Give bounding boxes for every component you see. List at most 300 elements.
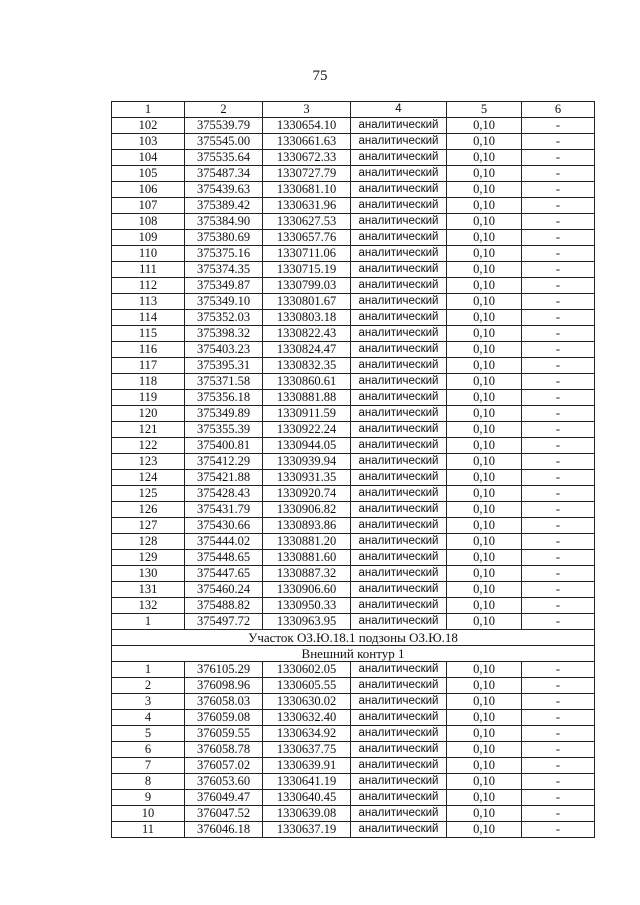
y-coordinate-cell: 3 [263,102,351,118]
x-coordinate-cell: 376047.52 [185,806,263,822]
point-number-cell: 131 [112,582,185,598]
x-coordinate-cell: 375371.58 [185,374,263,390]
accuracy-cell: 0,10 [447,806,522,822]
x-coordinate-cell: 375412.29 [185,454,263,470]
note-cell: - [522,438,595,454]
point-number-cell: 115 [112,326,185,342]
accuracy-cell: 0,10 [447,406,522,422]
accuracy-cell: 0,10 [447,550,522,566]
x-coordinate-cell: 375447.65 [185,566,263,582]
x-coordinate-cell: 376105.29 [185,662,263,678]
x-coordinate-cell: 375355.39 [185,422,263,438]
accuracy-cell: 0,10 [447,614,522,630]
table-row [112,438,595,454]
note-cell: - [522,518,595,534]
point-number-cell: 109 [112,230,185,246]
point-number-cell: 113 [112,294,185,310]
point-number-cell: 127 [112,518,185,534]
accuracy-cell: 0,10 [447,678,522,694]
method-cell: аналитический [351,470,447,486]
point-number-cell: 121 [112,422,185,438]
x-coordinate-cell: 376058.78 [185,742,263,758]
y-coordinate-cell: 1330803.18 [263,310,351,326]
x-coordinate-cell: 376053.60 [185,774,263,790]
accuracy-cell: 0,10 [447,566,522,582]
method-cell: аналитический [351,278,447,294]
x-coordinate-cell: 375395.31 [185,358,263,374]
y-coordinate-cell: 1330881.60 [263,550,351,566]
method-cell: аналитический [351,518,447,534]
method-cell: аналитический [351,758,447,774]
note-cell: - [522,774,595,790]
point-number-cell: 105 [112,166,185,182]
y-coordinate-cell: 1330640.45 [263,790,351,806]
table-row [112,390,595,406]
accuracy-cell: 5 [447,102,522,118]
y-coordinate-cell: 1330824.47 [263,342,351,358]
table-row [112,774,595,790]
method-cell: аналитический [351,710,447,726]
accuracy-cell: 0,10 [447,230,522,246]
method-cell: аналитический [351,502,447,518]
accuracy-cell: 0,10 [447,502,522,518]
x-coordinate-cell: 375428.43 [185,486,263,502]
table-row [112,310,595,326]
x-coordinate-cell: 375444.02 [185,534,263,550]
accuracy-cell: 0,10 [447,326,522,342]
method-cell: аналитический [351,262,447,278]
y-coordinate-cell: 1330637.19 [263,822,351,838]
x-coordinate-cell: 376059.55 [185,726,263,742]
point-number-cell: 125 [112,486,185,502]
y-coordinate-cell: 1330801.67 [263,294,351,310]
x-coordinate-cell: 375349.89 [185,406,263,422]
table-row [112,326,595,342]
point-number-cell: 108 [112,214,185,230]
accuracy-cell: 0,10 [447,342,522,358]
x-coordinate-cell: 375400.81 [185,438,263,454]
table-row [112,614,595,630]
method-cell: аналитический [351,678,447,694]
table-row [112,486,595,502]
point-number-cell: 116 [112,342,185,358]
point-number-cell: 5 [112,726,185,742]
table-row [112,534,595,550]
table-row [112,198,595,214]
x-coordinate-cell: 376046.18 [185,822,263,838]
method-cell: аналитический [351,822,447,838]
method-cell: аналитический [351,566,447,582]
y-coordinate-cell: 1330906.82 [263,502,351,518]
accuracy-cell: 0,10 [447,742,522,758]
point-number-cell: 102 [112,118,185,134]
y-coordinate-cell: 1330627.53 [263,214,351,230]
accuracy-cell: 0,10 [447,262,522,278]
note-cell: - [522,502,595,518]
note-cell: - [522,470,595,486]
table-row [112,806,595,822]
x-coordinate-cell: 375497.72 [185,614,263,630]
table-row [112,278,595,294]
table-row [112,726,595,742]
point-number-cell: 112 [112,278,185,294]
table-row [112,214,595,230]
accuracy-cell: 0,10 [447,438,522,454]
point-number-cell: 132 [112,598,185,614]
accuracy-cell: 0,10 [447,470,522,486]
method-cell: аналитический [351,582,447,598]
y-coordinate-cell: 1330634.92 [263,726,351,742]
point-number-cell: 128 [112,534,185,550]
table-row [112,566,595,582]
method-cell: 4 [351,102,447,118]
note-cell: - [522,598,595,614]
accuracy-cell: 0,10 [447,774,522,790]
table-row [112,150,595,166]
point-number-cell: 104 [112,150,185,166]
coordinates-table [111,101,595,838]
note-cell: - [522,486,595,502]
note-cell: - [522,182,595,198]
note-cell: - [522,198,595,214]
table-row [112,262,595,278]
point-number-cell: 103 [112,134,185,150]
y-coordinate-cell: 1330681.10 [263,182,351,198]
method-cell: аналитический [351,246,447,262]
y-coordinate-cell: 1330632.40 [263,710,351,726]
y-coordinate-cell: 1330893.86 [263,518,351,534]
method-cell: аналитический [351,662,447,678]
table-row [112,582,595,598]
point-number-cell: 3 [112,694,185,710]
note-cell: - [522,550,595,566]
note-cell: - [522,614,595,630]
x-coordinate-cell: 375375.16 [185,246,263,262]
y-coordinate-cell: 1330639.08 [263,806,351,822]
section-title-row-text: Участок ОЗ.Ю.18.1 подзоны ОЗ.Ю.18 [112,630,595,646]
accuracy-cell: 0,10 [447,134,522,150]
x-coordinate-cell: 376098.96 [185,678,263,694]
x-coordinate-cell: 375460.24 [185,582,263,598]
x-coordinate-cell: 375439.63 [185,182,263,198]
method-cell: аналитический [351,614,447,630]
point-number-cell: 117 [112,358,185,374]
table-row [112,342,595,358]
x-coordinate-cell: 375352.03 [185,310,263,326]
note-cell: - [522,806,595,822]
note-cell: - [522,134,595,150]
table-row [112,454,595,470]
accuracy-cell: 0,10 [447,198,522,214]
y-coordinate-cell: 1330799.03 [263,278,351,294]
method-cell: аналитический [351,774,447,790]
y-coordinate-cell: 1330963.95 [263,614,351,630]
accuracy-cell: 0,10 [447,182,522,198]
method-cell: аналитический [351,310,447,326]
accuracy-cell: 0,10 [447,166,522,182]
accuracy-cell: 0,10 [447,246,522,262]
note-cell: - [522,262,595,278]
x-coordinate-cell: 376058.03 [185,694,263,710]
method-cell: аналитический [351,454,447,470]
method-cell: аналитический [351,294,447,310]
point-number-cell: 111 [112,262,185,278]
x-coordinate-cell: 376049.47 [185,790,263,806]
note-cell: - [522,534,595,550]
accuracy-cell: 0,10 [447,422,522,438]
method-cell: аналитический [351,134,447,150]
accuracy-cell: 0,10 [447,310,522,326]
y-coordinate-cell: 1330711.06 [263,246,351,262]
method-cell: аналитический [351,214,447,230]
y-coordinate-cell: 1330639.91 [263,758,351,774]
y-coordinate-cell: 1330672.33 [263,150,351,166]
method-cell: аналитический [351,598,447,614]
table-row [112,182,595,198]
y-coordinate-cell: 1330661.63 [263,134,351,150]
table-row [112,662,595,678]
accuracy-cell: 0,10 [447,374,522,390]
point-number-cell: 10 [112,806,185,822]
y-coordinate-cell: 1330881.20 [263,534,351,550]
accuracy-cell: 0,10 [447,390,522,406]
note-cell: - [522,358,595,374]
method-cell: аналитический [351,790,447,806]
note-cell: - [522,790,595,806]
method-cell: аналитический [351,374,447,390]
accuracy-cell: 0,10 [447,758,522,774]
table-row [112,406,595,422]
method-cell: аналитический [351,230,447,246]
table-row [112,822,595,838]
point-number-cell: 7 [112,758,185,774]
method-cell: аналитический [351,406,447,422]
note-cell: - [522,374,595,390]
note-cell: - [522,118,595,134]
accuracy-cell: 0,10 [447,662,522,678]
point-number-cell: 122 [112,438,185,454]
point-number-cell: 8 [112,774,185,790]
table-body [112,102,595,838]
point-number-cell: 110 [112,246,185,262]
accuracy-cell: 0,10 [447,150,522,166]
accuracy-cell: 0,10 [447,358,522,374]
table-row [112,790,595,806]
note-cell: - [522,726,595,742]
note-cell: - [522,326,595,342]
accuracy-cell: 0,10 [447,486,522,502]
section-title-row [112,630,595,646]
table-row [112,294,595,310]
accuracy-cell: 0,10 [447,214,522,230]
y-coordinate-cell: 1330631.96 [263,198,351,214]
note-cell: - [522,582,595,598]
y-coordinate-cell: 1330822.43 [263,326,351,342]
method-cell: аналитический [351,198,447,214]
point-number-cell: 11 [112,822,185,838]
note-cell: - [522,310,595,326]
table-row [112,358,595,374]
accuracy-cell: 0,10 [447,726,522,742]
method-cell: аналитический [351,182,447,198]
note-cell: - [522,422,595,438]
point-number-cell: 9 [112,790,185,806]
method-cell: аналитический [351,422,447,438]
point-number-cell: 1 [112,614,185,630]
table-row [112,470,595,486]
accuracy-cell: 0,10 [447,118,522,134]
method-cell: аналитический [351,166,447,182]
table-row [112,678,595,694]
accuracy-cell: 0,10 [447,790,522,806]
point-number-cell: 106 [112,182,185,198]
y-coordinate-cell: 1330657.76 [263,230,351,246]
note-cell: - [522,694,595,710]
x-coordinate-cell: 2 [185,102,263,118]
x-coordinate-cell: 375448.65 [185,550,263,566]
table-row [112,694,595,710]
note-cell: - [522,406,595,422]
table-row [112,246,595,262]
x-coordinate-cell: 375398.32 [185,326,263,342]
note-cell: - [522,342,595,358]
y-coordinate-cell: 1330911.59 [263,406,351,422]
y-coordinate-cell: 1330654.10 [263,118,351,134]
accuracy-cell: 0,10 [447,534,522,550]
x-coordinate-cell: 375403.23 [185,342,263,358]
accuracy-cell: 0,10 [447,822,522,838]
point-number-cell: 2 [112,678,185,694]
method-cell: аналитический [351,694,447,710]
y-coordinate-cell: 1330637.75 [263,742,351,758]
point-number-cell: 120 [112,406,185,422]
note-cell: - [522,454,595,470]
note-cell: - [522,214,595,230]
y-coordinate-cell: 1330605.55 [263,678,351,694]
note-cell: - [522,278,595,294]
method-cell: аналитический [351,806,447,822]
x-coordinate-cell: 375356.18 [185,390,263,406]
point-number-cell: 124 [112,470,185,486]
table-row [112,230,595,246]
point-number-cell: 107 [112,198,185,214]
header-row [112,102,595,118]
x-coordinate-cell: 375349.10 [185,294,263,310]
accuracy-cell: 0,10 [447,598,522,614]
method-cell: аналитический [351,342,447,358]
y-coordinate-cell: 1330939.94 [263,454,351,470]
point-number-cell: 1 [112,102,185,118]
note-cell: - [522,758,595,774]
table-row [112,710,595,726]
x-coordinate-cell: 375539.79 [185,118,263,134]
page-number: 75 [312,68,328,84]
point-number-cell: 114 [112,310,185,326]
note-cell: - [522,166,595,182]
method-cell: аналитический [351,726,447,742]
y-coordinate-cell: 1330920.74 [263,486,351,502]
table-row [112,518,595,534]
table-row [112,374,595,390]
point-number-cell: 118 [112,374,185,390]
y-coordinate-cell: 1330641.19 [263,774,351,790]
y-coordinate-cell: 1330931.35 [263,470,351,486]
note-cell: 6 [522,102,595,118]
note-cell: - [522,230,595,246]
table-row [112,134,595,150]
method-cell: аналитический [351,326,447,342]
table-row [112,166,595,182]
method-cell: аналитический [351,118,447,134]
y-coordinate-cell: 1330715.19 [263,262,351,278]
point-number-cell: 119 [112,390,185,406]
accuracy-cell: 0,10 [447,278,522,294]
y-coordinate-cell: 1330630.02 [263,694,351,710]
point-number-cell: 6 [112,742,185,758]
point-number-cell: 126 [112,502,185,518]
accuracy-cell: 0,10 [447,518,522,534]
x-coordinate-cell: 375431.79 [185,502,263,518]
contour-title-row [112,646,595,662]
point-number-cell: 130 [112,566,185,582]
x-coordinate-cell: 375487.34 [185,166,263,182]
table-row [112,758,595,774]
x-coordinate-cell: 376057.02 [185,758,263,774]
note-cell: - [522,390,595,406]
point-number-cell: 123 [112,454,185,470]
y-coordinate-cell: 1330887.32 [263,566,351,582]
y-coordinate-cell: 1330944.05 [263,438,351,454]
x-coordinate-cell: 375535.64 [185,150,263,166]
x-coordinate-cell: 375374.35 [185,262,263,278]
x-coordinate-cell: 375430.66 [185,518,263,534]
y-coordinate-cell: 1330906.60 [263,582,351,598]
point-number-cell: 1 [112,662,185,678]
x-coordinate-cell: 375545.00 [185,134,263,150]
table-row [112,550,595,566]
point-number-cell: 4 [112,710,185,726]
note-cell: - [522,710,595,726]
x-coordinate-cell: 375349.87 [185,278,263,294]
table-row [112,598,595,614]
method-cell: аналитический [351,486,447,502]
note-cell: - [522,150,595,166]
point-number-cell: 129 [112,550,185,566]
y-coordinate-cell: 1330602.05 [263,662,351,678]
table-row [112,118,595,134]
note-cell: - [522,678,595,694]
note-cell: - [522,246,595,262]
y-coordinate-cell: 1330832.35 [263,358,351,374]
x-coordinate-cell: 375488.82 [185,598,263,614]
method-cell: аналитический [351,742,447,758]
accuracy-cell: 0,10 [447,454,522,470]
note-cell: - [522,294,595,310]
note-cell: - [522,742,595,758]
note-cell: - [522,822,595,838]
method-cell: аналитический [351,150,447,166]
contour-title-row-text: Внешний контур 1 [112,646,595,662]
y-coordinate-cell: 1330881.88 [263,390,351,406]
y-coordinate-cell: 1330860.61 [263,374,351,390]
method-cell: аналитический [351,358,447,374]
x-coordinate-cell: 375380.69 [185,230,263,246]
accuracy-cell: 0,10 [447,582,522,598]
method-cell: аналитический [351,390,447,406]
x-coordinate-cell: 375384.90 [185,214,263,230]
method-cell: аналитический [351,550,447,566]
accuracy-cell: 0,10 [447,694,522,710]
